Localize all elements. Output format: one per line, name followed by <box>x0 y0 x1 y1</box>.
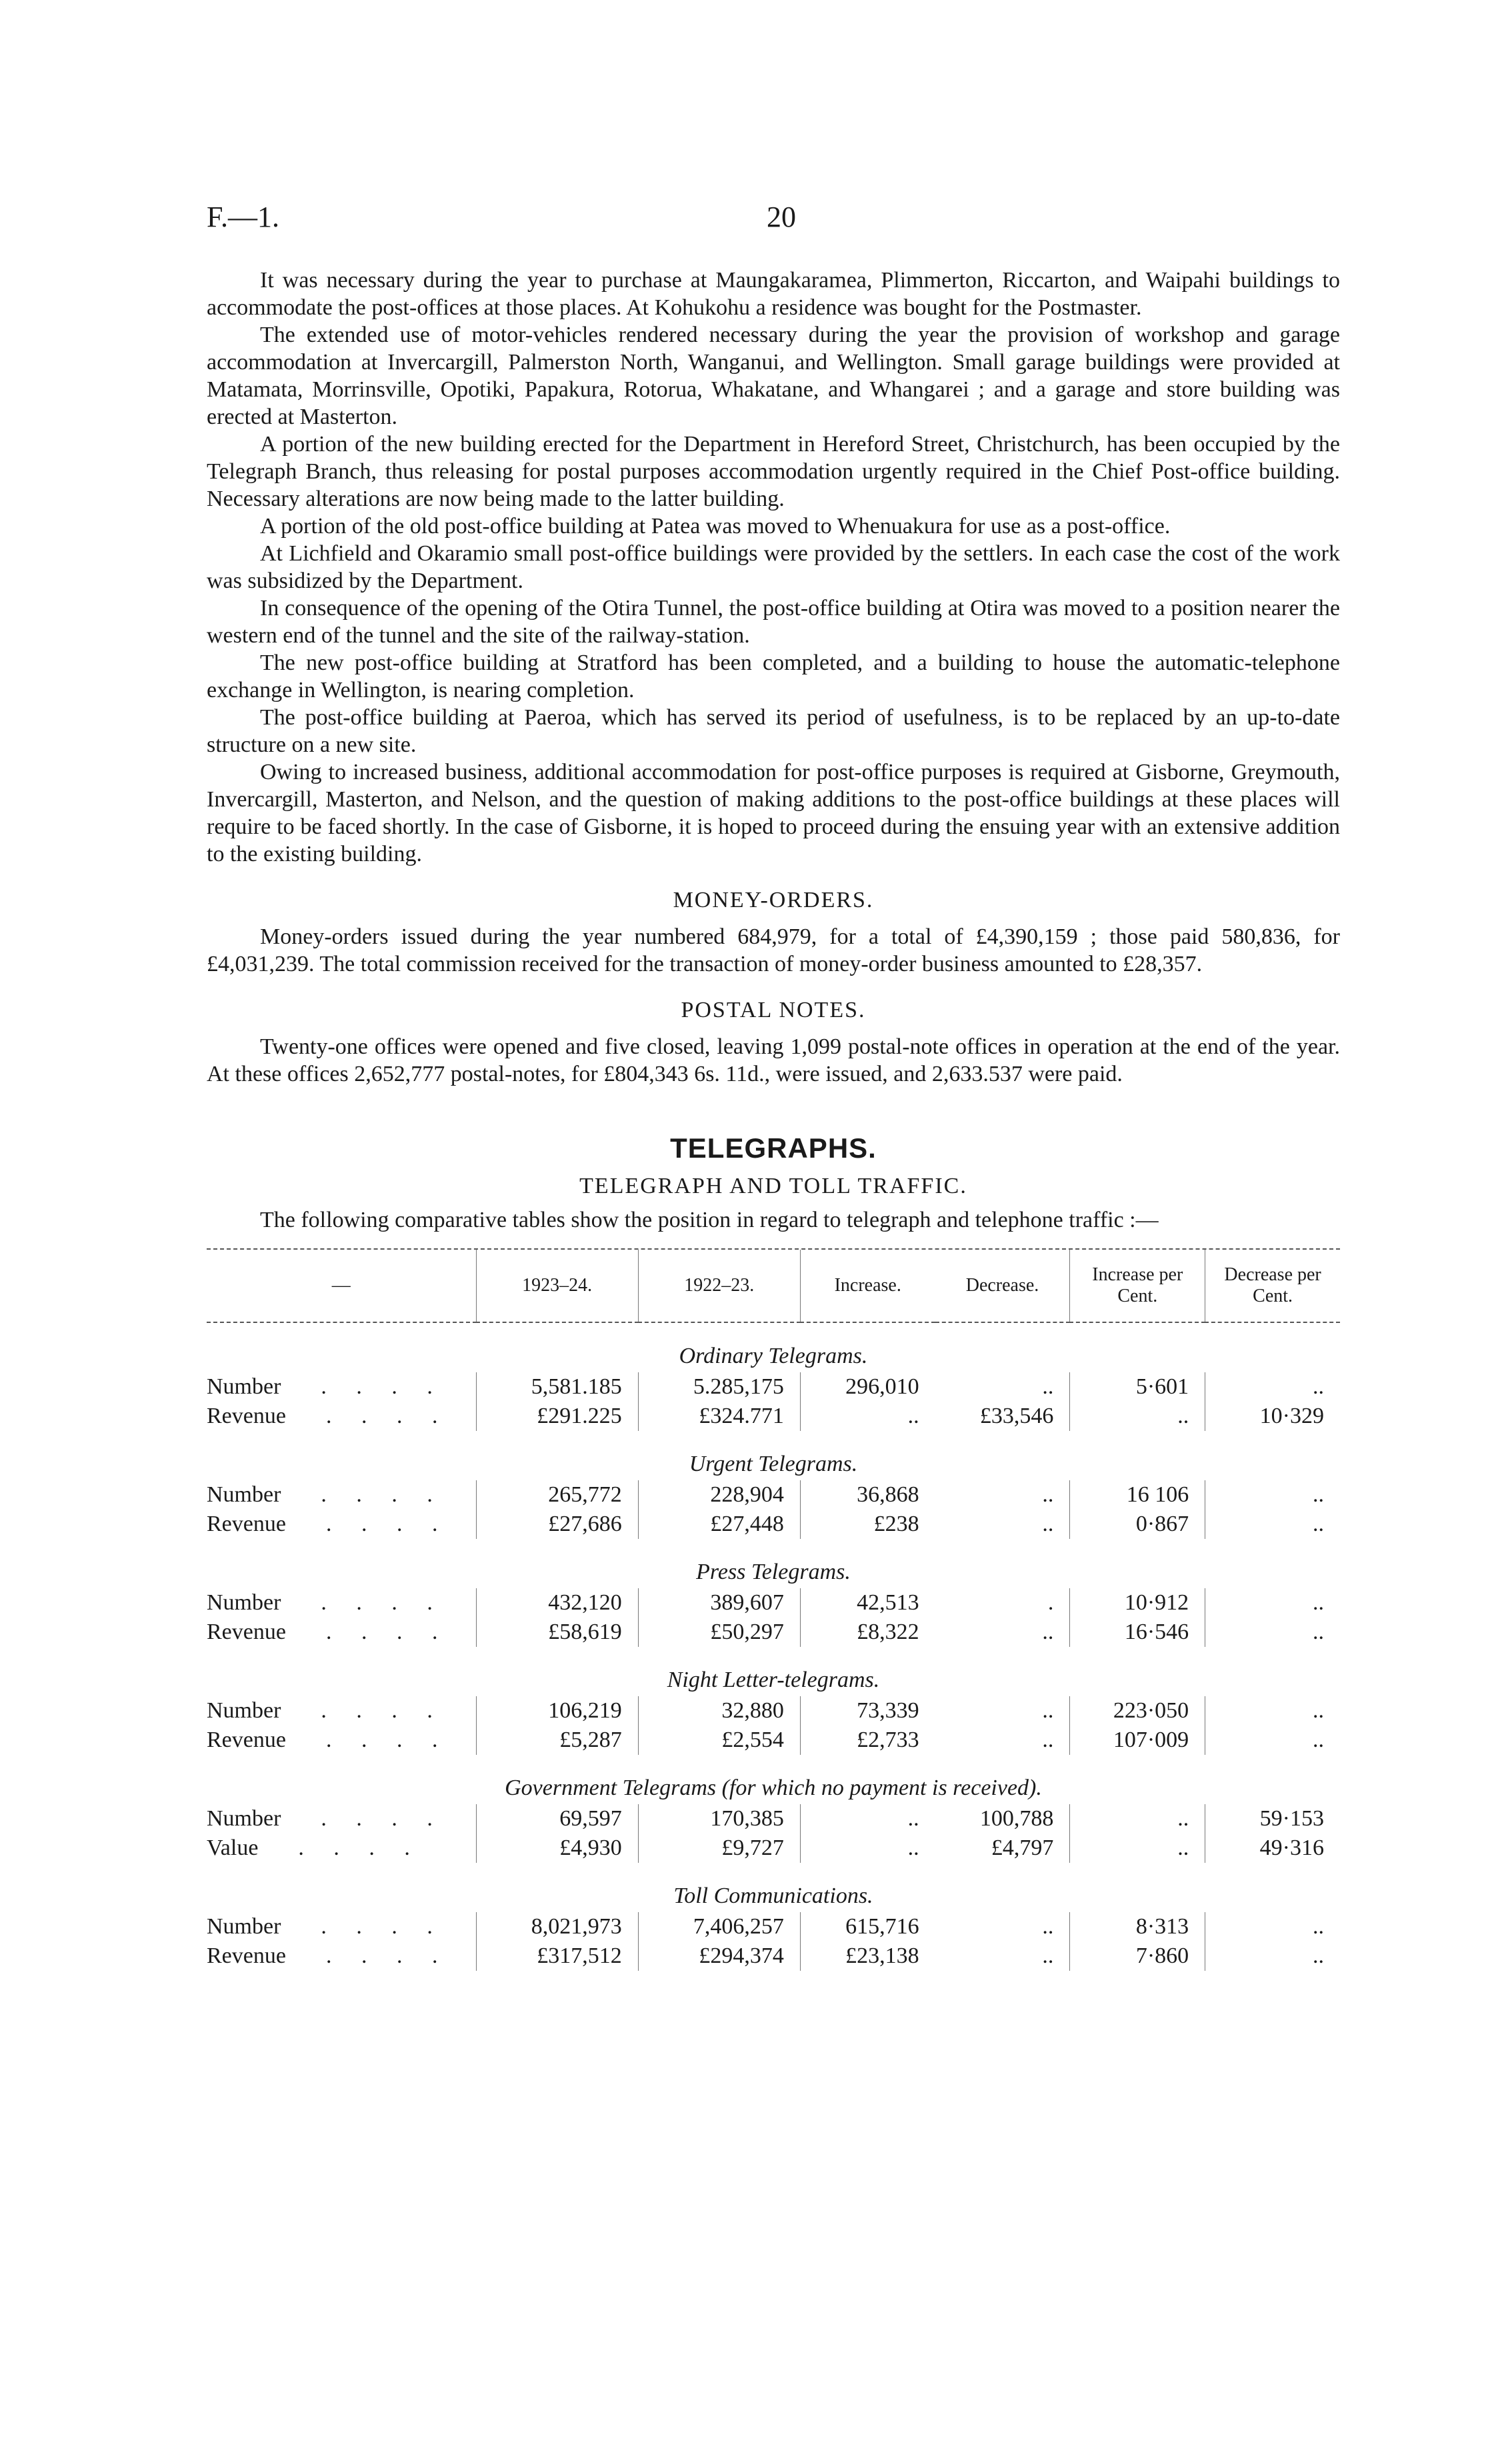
leader-dots: . . . . <box>321 1482 445 1507</box>
leader-dots: . . . . <box>321 1590 445 1615</box>
cell-1922-23: 389,607 <box>638 1588 800 1618</box>
table-row <box>207 1372 1340 1402</box>
paragraph: The extended use of motor-vehicles rendered necessary during the year the provision of workshop and garage accommodation at Invercargill, Palmerston North, Wanganui, and Wellington. Small garage buildings were provided at Matamata, Morrinsville, Opotiki, Papakura, Rotorua, Whakatane, and Whangarei ; and a garage and store building was erected at Masterton. <box>207 323 1340 429</box>
paragraph: In consequence of the opening of the Otira Tunnel, the post-office building at Otira was moved to a position nearer the western end of the tunnel and the site of the railway-station. <box>207 596 1340 648</box>
cell-decrease-percent: .. <box>1205 1372 1340 1402</box>
cell-1922-23: 170,385 <box>638 1804 800 1834</box>
row-label-text: Revenue <box>207 1728 286 1752</box>
row-label <box>207 1588 476 1618</box>
leader-dots: . . . . <box>321 1914 445 1939</box>
cell-decrease-percent: 59·153 <box>1205 1804 1340 1834</box>
cell-decrease-percent: .. <box>1205 1618 1340 1647</box>
cell-decrease: .. <box>1042 1728 1054 1752</box>
cell-increase-percent: 10·912 <box>1070 1588 1205 1618</box>
cell-1923-24: 5,581.185 <box>476 1372 638 1402</box>
column-header-label: — <box>331 1275 351 1296</box>
column-header-decrease-percent: Decrease per Cent. <box>1205 1250 1340 1322</box>
cell-increase: .. <box>800 1834 935 1863</box>
cell-1922-23: 228,904 <box>638 1480 800 1510</box>
cell-increase: £8,322 <box>800 1618 935 1647</box>
cell-1923-24: £291.225 <box>476 1402 638 1431</box>
paragraph: A portion of the new building erected for the Department in Hereford Street, Christchurch, has been occupied by the Telegraph Branch, thus releasing for postal purposes accommodation urgently required in the Chief Post-office building. Necessary alterations are now being made to the latter building. <box>207 432 1340 511</box>
leader-dots: . . . . <box>321 1806 445 1831</box>
table-group-heading <box>207 1863 1340 1912</box>
cell-decrease-percent: 49·316 <box>1205 1834 1340 1863</box>
table-row <box>207 1588 1340 1618</box>
table-group-heading <box>207 1539 1340 1588</box>
group-title: Press Telegrams. <box>696 1560 851 1584</box>
row-label <box>207 1510 476 1539</box>
row-label <box>207 1402 476 1431</box>
row-label-text: Number <box>207 1482 281 1507</box>
cell-1922-23: 32,880 <box>638 1696 800 1726</box>
row-label-text: Revenue <box>207 1943 286 1968</box>
telegraphs-heading: TELEGRAPHS. <box>670 1132 877 1164</box>
document-body <box>207 267 1340 1971</box>
cell-increase-percent: 0·867 <box>1070 1510 1205 1539</box>
cell-increase: 73,339 <box>800 1696 935 1726</box>
cell-1923-24: 432,120 <box>476 1588 638 1618</box>
cell-decrease: .. <box>1042 1482 1054 1507</box>
cell-decrease-percent: .. <box>1205 1588 1340 1618</box>
row-label-text: Number <box>207 1590 281 1615</box>
row-label-text: Revenue <box>207 1404 286 1428</box>
cell-decrease: £4,797 <box>991 1836 1054 1860</box>
leader-dots: . . . . <box>325 1620 450 1644</box>
cell-increase-percent: 16 106 <box>1070 1480 1205 1510</box>
cell-increase-percent: 8·313 <box>1070 1912 1205 1941</box>
column-header-increase: Increase. <box>800 1250 935 1322</box>
column-header-decrease: Decrease. <box>965 1275 1039 1296</box>
paragraph: It was necessary during the year to purchase at Maungakaramea, Plimmerton, Riccarton, and Waipahi buildings to accommodate the post-offices at those places. At Kohukohu a residence was bought for the Postmaster. <box>207 268 1340 320</box>
cell-1922-23: £9,727 <box>638 1834 800 1863</box>
table-group-heading <box>207 1431 1340 1480</box>
row-label-text: Value <box>207 1836 259 1860</box>
cell-increase-percent: 107·009 <box>1070 1726 1205 1755</box>
money-orders-paragraph: Money-orders issued during the year numbered 684,979, for a total of £4,390,159 ; those paid 580,836, for £4,031,239. The total commission received for the transaction of money-order business amounted to £28,357. <box>207 924 1340 976</box>
cell-1923-24: 265,772 <box>476 1480 638 1510</box>
row-label <box>207 1804 476 1834</box>
cell-increase: £23,138 <box>800 1941 935 1971</box>
table-row <box>207 1912 1340 1941</box>
cell-increase: .. <box>800 1804 935 1834</box>
group-title: Toll Communications. <box>673 1883 873 1908</box>
table-body <box>207 1322 1340 1971</box>
paragraph: At Lichfield and Okaramio small post-office buildings were provided by the settlers. In each case the cost of the work was subsidized by the Department. <box>207 541 1340 593</box>
column-header-1922-23: 1922–23. <box>638 1250 800 1322</box>
cell-decrease-percent: .. <box>1205 1510 1340 1539</box>
paragraph: The post-office building at Paeroa, which has served its period of usefulness, is to be replaced by an up-to-date structure on a new site. <box>207 705 1340 757</box>
cell-increase-percent: .. <box>1070 1834 1205 1863</box>
table-group-heading <box>207 1322 1340 1372</box>
cell-decrease: .. <box>1042 1374 1054 1399</box>
cell-1923-24: £317,512 <box>476 1941 638 1971</box>
cell-1923-24: 106,219 <box>476 1696 638 1726</box>
cell-decrease: .. <box>1042 1512 1054 1536</box>
group-title: Night Letter-telegrams. <box>667 1668 880 1692</box>
cell-increase: 615,716 <box>800 1912 935 1941</box>
cell-1922-23: 7,406,257 <box>638 1912 800 1941</box>
cell-1923-24: £27,686 <box>476 1510 638 1539</box>
cell-increase: £2,733 <box>800 1726 935 1755</box>
cell-1923-24: £4,930 <box>476 1834 638 1863</box>
row-label <box>207 1372 476 1402</box>
cell-increase: 296,010 <box>800 1372 935 1402</box>
cell-1922-23: £294,374 <box>638 1941 800 1971</box>
cell-decrease: .. <box>1042 1914 1054 1939</box>
table-row <box>207 1402 1340 1431</box>
cell-increase-percent: 16·546 <box>1070 1618 1205 1647</box>
table-row <box>207 1726 1340 1755</box>
leader-dots: . . . . <box>325 1512 450 1536</box>
cell-increase-percent: 5·601 <box>1070 1372 1205 1402</box>
table-row <box>207 1834 1340 1863</box>
group-title: Urgent Telegrams. <box>689 1452 858 1476</box>
row-label <box>207 1726 476 1755</box>
cell-decrease: .. <box>1042 1943 1054 1968</box>
cell-increase: £238 <box>800 1510 935 1539</box>
leader-dots: . . . . <box>325 1404 450 1428</box>
leader-dots: . . . . <box>321 1698 445 1723</box>
row-label <box>207 1696 476 1726</box>
cell-increase: .. <box>800 1402 935 1431</box>
page-header <box>207 200 1340 253</box>
group-title: Government Telegrams (for which no payment is received). <box>505 1776 1042 1800</box>
cell-1922-23: £50,297 <box>638 1618 800 1647</box>
traffic-table <box>207 1250 1340 1971</box>
table-group-heading <box>207 1647 1340 1696</box>
cell-decrease-percent: .. <box>1205 1726 1340 1755</box>
cell-decrease-percent: 10·329 <box>1205 1402 1340 1431</box>
cell-1922-23: £27,448 <box>638 1510 800 1539</box>
cell-decrease-percent: .. <box>1205 1912 1340 1941</box>
table-group-heading <box>207 1755 1340 1804</box>
cell-decrease-percent: .. <box>1205 1480 1340 1510</box>
table-row <box>207 1696 1340 1726</box>
paragraph: A portion of the old post-office building at Patea was moved to Whenuakura for use as a post-office. <box>260 514 1171 539</box>
cell-increase-percent: .. <box>1070 1804 1205 1834</box>
paragraph: The new post-office building at Stratford has been completed, and a building to house the automatic-telephone exchange in Wellington, is nearing completion. <box>207 650 1340 702</box>
column-header-increase-percent: Increase per Cent. <box>1070 1250 1205 1322</box>
cell-1922-23: £324.771 <box>638 1402 800 1431</box>
cell-decrease-percent: .. <box>1205 1696 1340 1726</box>
leader-dots: . . . . <box>325 1943 450 1968</box>
document-code: F.—1. <box>207 201 279 233</box>
postal-notes-heading: POSTAL NOTES. <box>681 998 866 1022</box>
row-label-text: Number <box>207 1374 281 1399</box>
money-orders-heading: MONEY-ORDERS. <box>673 888 874 912</box>
traffic-subheading: TELEGRAPH AND TOLL TRAFFIC. <box>579 1174 967 1198</box>
table-row <box>207 1510 1340 1539</box>
row-label <box>207 1912 476 1941</box>
postal-notes-paragraph: Twenty-one offices were opened and five closed, leaving 1,099 postal-note offices in operation at the end of the year. At these offices 2,652,777 postal-notes, for £804,343 6s. 11d., were issued, and 2,633.537 were paid. <box>207 1034 1340 1086</box>
column-header-1923-24: 1923–24. <box>476 1250 638 1322</box>
row-label-text: Revenue <box>207 1620 286 1644</box>
cell-increase: 42,513 <box>800 1588 935 1618</box>
cell-decrease: £33,546 <box>979 1404 1054 1428</box>
cell-1923-24: £58,619 <box>476 1618 638 1647</box>
cell-1923-24: 69,597 <box>476 1804 638 1834</box>
cell-1923-24: £5,287 <box>476 1726 638 1755</box>
cell-decrease: . <box>1047 1590 1054 1615</box>
table-header <box>207 1250 1340 1322</box>
row-label <box>207 1941 476 1971</box>
table-row <box>207 1804 1340 1834</box>
row-label-text: Number <box>207 1698 281 1723</box>
cell-1922-23: £2,554 <box>638 1726 800 1755</box>
cell-increase-percent: 7·860 <box>1070 1941 1205 1971</box>
table-header-row <box>207 1250 1340 1322</box>
table-row <box>207 1941 1340 1971</box>
traffic-intro-paragraph: The following comparative tables show the position in regard to telegraph and telephone traffic :— <box>260 1208 1159 1232</box>
cell-decrease-percent: .. <box>1205 1941 1340 1971</box>
cell-increase-percent: 223·050 <box>1070 1696 1205 1726</box>
cell-increase-percent: .. <box>1070 1402 1205 1431</box>
leader-dots: . . . . <box>321 1374 445 1399</box>
row-label-text: Revenue <box>207 1512 286 1536</box>
page-number: 20 <box>767 201 796 233</box>
row-label-text: Number <box>207 1806 281 1831</box>
cell-1922-23: 5.285,175 <box>638 1372 800 1402</box>
leader-dots: . . . . <box>298 1836 422 1860</box>
row-label-text: Number <box>207 1914 281 1939</box>
group-title: Ordinary Telegrams. <box>679 1344 868 1368</box>
leader-dots: . . . . <box>325 1728 450 1752</box>
cell-increase: 36,868 <box>800 1480 935 1510</box>
row-label <box>207 1834 476 1863</box>
cell-1923-24: 8,021,973 <box>476 1912 638 1941</box>
row-label <box>207 1480 476 1510</box>
cell-decrease: .. <box>1042 1698 1054 1723</box>
table-row <box>207 1480 1340 1510</box>
cell-decrease: .. <box>1042 1620 1054 1644</box>
table-row <box>207 1618 1340 1647</box>
paragraph: Owing to increased business, additional accommodation for post-office purposes is required at Gisborne, Greymouth, Invercargill, Masterton, and Nelson, and the question of making additions to the post-office buildings at these places will require to be faced shortly. In the case of Gisborne, it is hoped to proceed during the ensuing year with an extensive addition to the existing building. <box>207 760 1340 866</box>
row-label <box>207 1618 476 1647</box>
cell-decrease: 100,788 <box>979 1806 1054 1831</box>
